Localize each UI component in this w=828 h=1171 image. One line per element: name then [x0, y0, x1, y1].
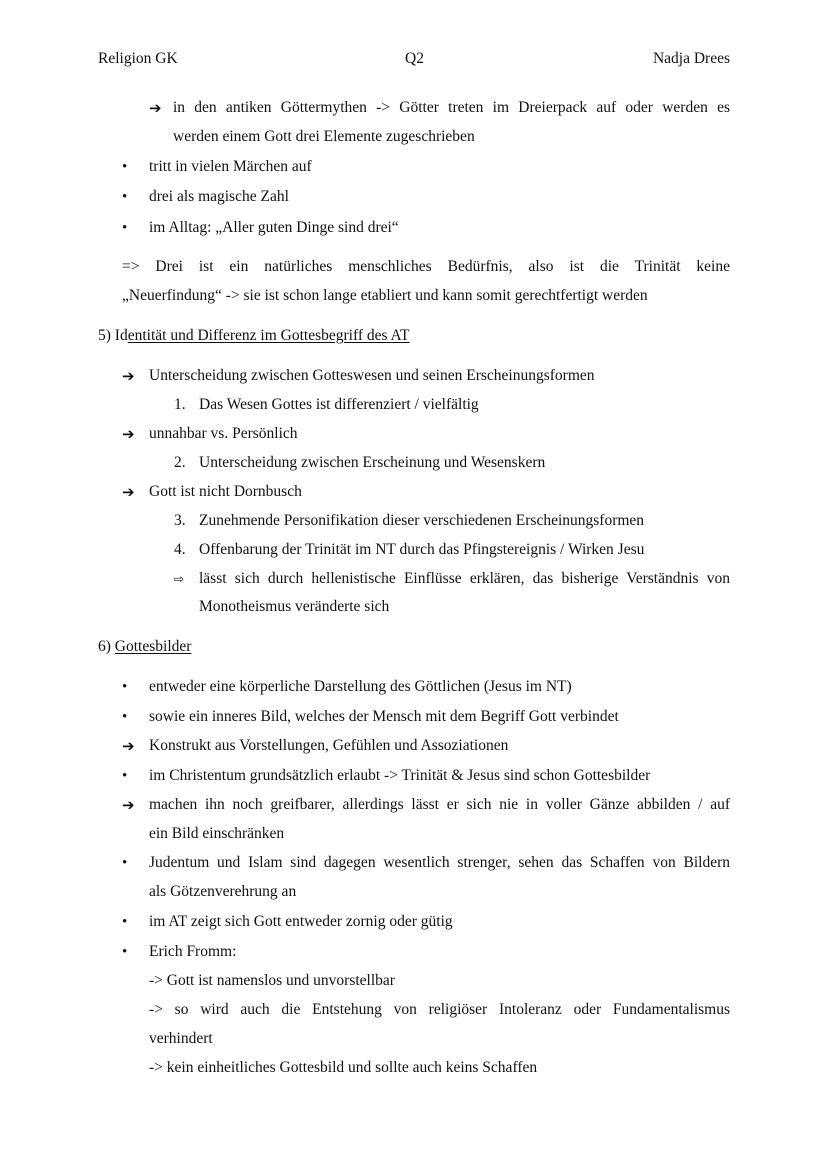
arrow-item: Gott ist nicht Dornbusch: [149, 483, 302, 500]
quote-line: -> Gott ist namenslos und unvorstellbar: [149, 972, 395, 989]
conclusion-line: „Neuerfindung“ -> sie ist schon lange etabliert und kann somit gerechtfertigt werden: [122, 287, 648, 304]
conclusion-line: => Drei ist ein natürliches menschliches Bedürfnis, also ist die Trinität keine: [122, 258, 730, 275]
sub-item-line: lässt sich durch hellenistische Einflüsse erklären, das bisherige Verständnis von: [199, 570, 730, 587]
list-item: drei als magische Zahl: [149, 188, 289, 205]
bullet-icon: •: [122, 709, 128, 725]
list-item: im AT zeigt sich Gott entweder zornig oder gütig: [149, 913, 453, 930]
numbered-item: Unterscheidung zwischen Erscheinung und Wesenskern: [199, 454, 546, 471]
quote-line: -> so wird auch die Entstehung von religiöser Intoleranz oder Fundamentalismus: [149, 1001, 730, 1018]
list-item-line: als Götzenverehrung an: [149, 883, 297, 900]
list-item: entweder eine körperliche Darstellung des Göttlichen (Jesus im NT): [149, 678, 572, 695]
section-heading-text: entität und Differenz im Gottesbegriff des AT: [127, 327, 410, 344]
section-heading: [98, 637, 191, 657]
hollow-arrow-icon: ⇨: [174, 572, 185, 586]
arrow-item: Konstrukt aus Vorstellungen, Gefühlen und Assoziationen: [149, 737, 509, 754]
arrow-icon: ➔: [122, 425, 135, 443]
sub-item-line: Monotheismus veränderte sich: [199, 598, 390, 615]
section-heading-text: Gottesbilder: [114, 638, 192, 655]
numbered-item: Das Wesen Gottes ist differenziert / vielfältig: [199, 396, 479, 413]
arrow-icon: ➔: [149, 99, 162, 117]
arrow-item: unnahbar vs. Persönlich: [149, 425, 298, 442]
bullet-icon: •: [122, 189, 128, 205]
numbered-item: Offenbarung der Trinität im NT durch das Pfingstereignis / Wirken Jesu: [199, 541, 645, 558]
list-item: sowie ein inneres Bild, welches der Mensch mit dem Begriff Gott verbindet: [149, 708, 619, 725]
arrow-icon: ➔: [122, 483, 135, 501]
arrow-item: Unterscheidung zwischen Gotteswesen und seinen Erscheinungsformen: [149, 367, 595, 384]
list-item: im Alltag: „Aller guten Dinge sind drei“: [149, 219, 399, 236]
header-subject: Religion GK: [98, 50, 178, 67]
header-course: Q2: [405, 50, 424, 67]
arrow-icon: ➔: [122, 796, 135, 814]
bullet-icon: •: [122, 768, 128, 784]
list-item-line: Judentum und Islam sind dagegen wesentlich strenger, sehen das Schaffen von Bildern: [149, 854, 730, 871]
arrow-icon: ➔: [122, 737, 135, 755]
bullet-icon: •: [122, 914, 128, 930]
bullet-icon: •: [122, 855, 128, 871]
header-author: Nadja Drees: [652, 50, 730, 67]
list-item: tritt in vielen Märchen auf: [149, 158, 312, 175]
arrow-item-line: machen ihn noch greifbarer, allerdings lässt er sich nie in voller Gänze abbilden / auf: [149, 796, 730, 813]
bullet-icon: •: [122, 679, 128, 695]
quote-line: -> kein einheitliches Gottesbild und sollte auch keins Schaffen: [149, 1059, 538, 1076]
arrow-item-line: ein Bild einschränken: [149, 825, 285, 842]
list-number: 4.: [174, 541, 186, 558]
arrow-item-line: werden einem Gott drei Elemente zugeschrieben: [173, 128, 475, 145]
list-number: 2.: [174, 454, 186, 471]
quote-line: verhindert: [149, 1030, 213, 1047]
section-heading-number: 6): [98, 638, 115, 655]
arrow-icon: ➔: [122, 367, 135, 385]
arrow-item-line: in den antiken Göttermythen -> Götter treten im Dreierpack auf oder werden es: [173, 99, 730, 116]
list-item: im Christentum grundsätzlich erlaubt -> Trinität & Jesus sind schon Gottesbilder: [149, 767, 651, 784]
section-heading-number: 5) Id: [98, 327, 128, 344]
section-heading: [98, 326, 410, 346]
bullet-icon: •: [122, 220, 128, 236]
list-item: Erich Fromm:: [149, 943, 237, 960]
bullet-icon: •: [122, 159, 128, 175]
numbered-item: Zunehmende Personifikation dieser verschiedenen Erscheinungsformen: [199, 512, 645, 529]
list-number: 1.: [174, 396, 186, 413]
list-number: 3.: [174, 512, 186, 529]
bullet-icon: •: [122, 944, 128, 960]
